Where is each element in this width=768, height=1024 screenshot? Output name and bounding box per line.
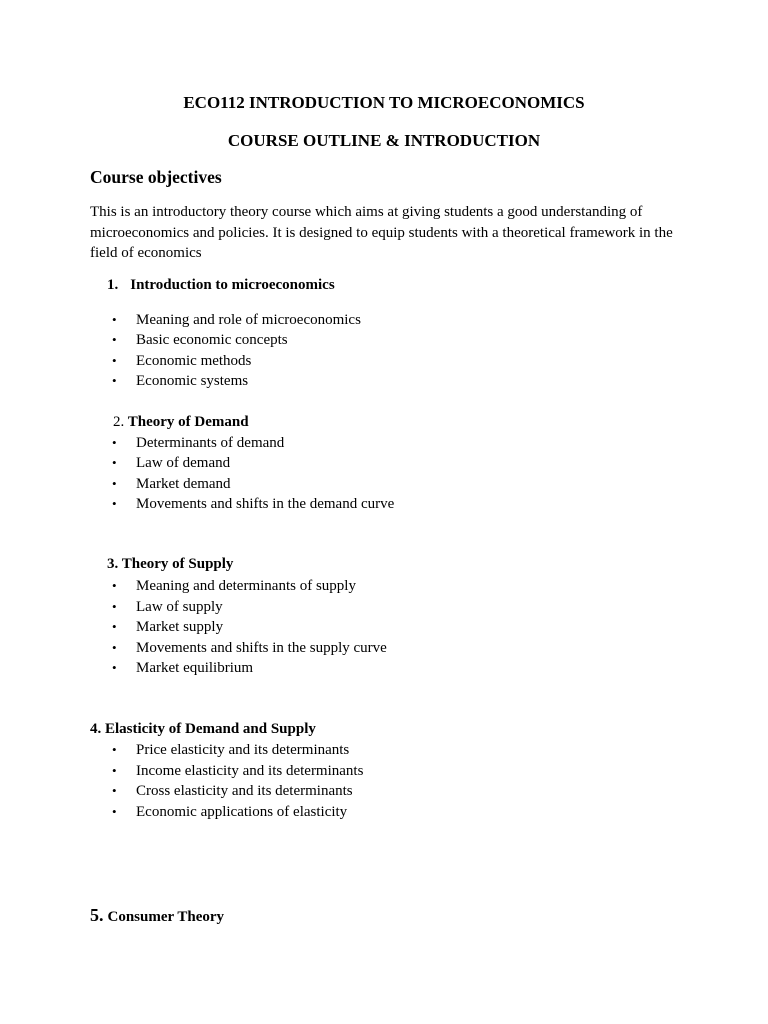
bullet-icon: • [112, 804, 117, 819]
section-number: 5. [90, 905, 104, 925]
section-number: 2. [113, 414, 125, 430]
section-5-heading [90, 905, 224, 926]
bullet-icon: • [112, 578, 117, 593]
section-number: 4. [90, 721, 102, 737]
bullet-icon: • [112, 332, 117, 347]
bullet-icon: • [112, 660, 117, 675]
section-title: Theory of Demand [127, 414, 249, 430]
section-title: Elasticity of Demand and Supply [105, 721, 316, 737]
section-1-heading [107, 277, 335, 294]
section-3-heading [107, 556, 233, 573]
bullet-icon: • [112, 373, 117, 388]
bullet-icon: • [112, 496, 117, 511]
objectives-paragraph: This is an introductory theory course which aims at giving students a good understanding of microeconomics and policies. It is designed to equip students with a theoretical framework in the field of economics [90, 204, 673, 261]
bullet-icon: • [112, 476, 117, 491]
section-number: 1. [107, 277, 119, 293]
bullet-icon: • [112, 435, 117, 450]
bullet-icon: • [112, 599, 117, 614]
bullet-icon: • [112, 640, 117, 655]
bullet-icon: • [112, 312, 117, 327]
section-2-heading [113, 414, 249, 431]
section-title: Theory of Supply [121, 556, 234, 572]
bullet-icon: • [112, 619, 117, 634]
section-title: Introduction to microeconomics [130, 277, 335, 293]
bullet-icon: • [112, 742, 117, 757]
document-title: ECO112 INTRODUCTION TO MICROECONOMICS [183, 93, 585, 112]
objectives-heading: Course objectives [90, 167, 222, 187]
bullet-icon: • [112, 455, 117, 470]
bullet-icon: • [112, 763, 117, 778]
document-subtitle: COURSE OUTLINE & INTRODUCTION [227, 131, 541, 150]
section-4-heading [90, 721, 316, 738]
section-title: Consumer Theory [107, 909, 225, 925]
bullet-icon: • [112, 783, 117, 798]
bullet-icon: • [112, 353, 117, 368]
section-number: 3. [107, 556, 119, 572]
